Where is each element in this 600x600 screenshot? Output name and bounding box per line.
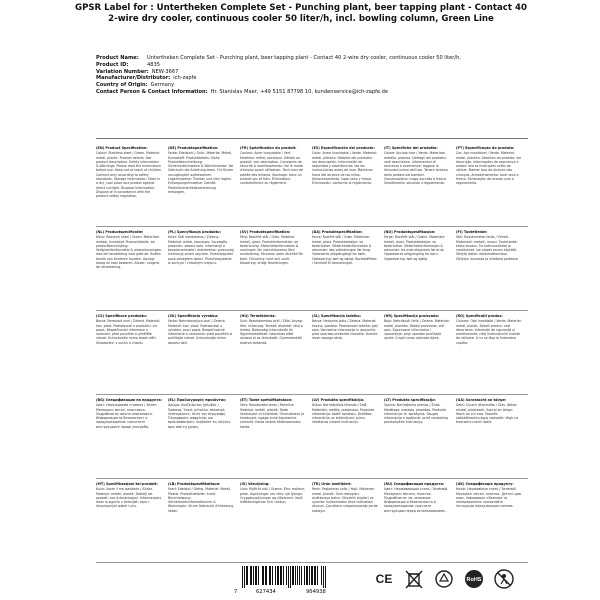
- spec-heading: (MT) Speċifikazzjoni tal-prodott:: [96, 482, 158, 486]
- spec-text: Цвет: Нержавеющая сталь / Зелёный. Материал: металл, пластик. Подробности: см. описание. Информация о безопасности и предупреждения: прочтите инструкцию перед использованием.: [384, 487, 449, 513]
- spec-cell: [384, 146, 450, 226]
- spec-cell: [384, 314, 450, 394]
- spec-text: Kulur: Azzar li ma jsaddadx / Aħdar. Materjal: metall, plastik. Dettalji tal-prodott: ara d-deskrizzjoni. Informazzjoni dwar is-sigurtà u twissijiet: aqra l-istruzzjonijiet qabel l-użu.: [96, 487, 162, 509]
- barcode-bar: [277, 566, 279, 585]
- spec-text: Farve: Rustfrit stål / Grøn. Materiale: metal, plast. Produktdetaljer: se beskrivelse. Sikkerhedsinformation & advarsler: læs vejledningen før brug. Opbevares utilgængeligt for børn. Opbevaring: tørt og køligt. Bortskaffelse: i henhold til forordningen.: [312, 235, 378, 266]
- spec-text: Culoare: Oțel inoxidabil / Verde. Material: metal, plastic. Detalii produs: vezi descrierea. Informații de siguranță și avertismente: citiți instrucțiunile înainte de utilizare. A nu se lăsa la îndemâna copiilor.: [456, 319, 522, 345]
- spec-text: Väri: Ruostumaton teräs / Vihreä. Materiaali: metalli, muovi. Tuotetiedot: katso kuvaus. Turvallisuustiedot ja varoitukset: lue ohjeet ennen käyttöä. Säilytä lasten ulottumattomissa. Säilytys: kuivassa ja viileässä paikassa.: [456, 235, 519, 261]
- barcode-bar: [280, 566, 282, 585]
- barcode-bar: [258, 566, 259, 585]
- spec-cell: [240, 314, 306, 394]
- rohs-icon: [463, 568, 485, 590]
- spec-text: Цвят: Неръждаема стомана / Зелен. Материал: метал, пластмаса. Подробности: вижте описанието. Информация за безопасност и предупреждения: прочетете инструкциите преди употреба.: [96, 403, 158, 429]
- spec-text: Spalva: Nerūdijantis plienas / Žalia. Medžiaga: metalas, plastikas. Produkto informacija: žr. aprašymą. Saugos informacija ir įspėjimai: prieš naudojimą perskaitykite instrukciją.: [384, 403, 448, 425]
- spec-cell: [240, 482, 306, 562]
- spec-cell: [312, 314, 378, 394]
- spec-heading: (EN) Product Specification:: [96, 146, 148, 150]
- spec-text: Farge: Rustfritt stål / Grønn. Materiale: metall, plast. Produktdetaljer: se beskrivelse. Sikkerhetsinformasjon & advarsler: les instruksjonene før bruk. Oppbevares utilgjengelig for barn. Oppbevaring: tørt og kjølig.: [384, 235, 446, 261]
- spec-cell: [384, 398, 450, 478]
- barcode-bar: [292, 566, 294, 585]
- weee-bin-icon: [403, 568, 425, 590]
- spec-cell: [384, 230, 450, 310]
- info-label: Variation Number:: [96, 68, 149, 75]
- row-divider: [96, 478, 528, 479]
- barcode-bar: [297, 566, 298, 585]
- guard-bar: [290, 566, 291, 588]
- spec-cell: [384, 482, 450, 562]
- spec-heading: (LV) Produkta specifikācija:: [312, 398, 365, 402]
- spec-text: Krāsa: Nerūsējošais tērauds / Zaļš. Materiāls: metāls, plastmasa. Produkta informācija: skatīt aprakstu. Drošības informācija un brīdinājumi: pirms lietošanas izlasiet instrukciju.: [312, 403, 375, 425]
- spec-heading: (RO) Specificații produs:: [456, 314, 503, 318]
- spec-heading: (PT) Especificação do produto:: [456, 146, 515, 150]
- barcode-bar: [317, 566, 318, 585]
- spec-cell: [168, 146, 234, 226]
- svg-text:CE: CE: [375, 572, 393, 586]
- spec-heading: (HU) Termékleírás:: [240, 314, 276, 318]
- spec-heading: (NL) Productspecificatie:: [96, 230, 144, 234]
- spec-heading: (LB) Produktspezifikatioun:: [168, 482, 221, 486]
- info-label: Contact Person & Contact Information:: [96, 88, 208, 95]
- guard-bar: [242, 566, 243, 588]
- spec-cell: [96, 482, 162, 562]
- spec-cell: [168, 230, 234, 310]
- spec-text: Faarf: Edelstol / Gréng. Material: Metall, Plastik. Produktdetailer: kuckt Beschreiwung. Sécherheetsinformatiounen & Warnungen: Virum Gebrauch d'Uleedung liesen.: [168, 487, 234, 513]
- info-label: Manufacturer/Distributor:: [96, 75, 171, 82]
- spec-text: Renk: Paslanmaz çelik / Yeşil. Malzeme: metal, plastik. Ürün detayları: açıklamaya bakın. Güvenlik bilgileri ve uyarılar: kullanmadan önce talimatları okuyun. Çocukların ulaşamayacağı yerde saklayın.: [312, 487, 378, 513]
- spec-text: Colore: Acciaio inox / Verde. Materiale: metallo, plastica. Dettagli del prodotto: vedi descrizione. Informazioni di sicurezza e avvertenze: leggere le istruzioni prima dell'uso. Tenere lontano dalla portata dei bambini. Conservazione: luogo asciutto e fresco. Smaltimento: secondo il regolamento.: [384, 151, 448, 186]
- spec-heading: (SV) Produktspecifikation:: [240, 230, 291, 234]
- info-row: [96, 75, 536, 82]
- spec-heading: (LT) Produkto specifikacija:: [384, 398, 436, 402]
- spec-heading: (ES) Especificación del producto:: [312, 146, 375, 150]
- spec-heading: (EL) Προδιαγραφές προϊόντος:: [168, 398, 227, 402]
- barcode-bar: [295, 566, 296, 585]
- spec-text: Dath: Cruach dhosmálta / Glas. Ábhar: miotal, plaisteach. Sonraí an táirge: féach an cur síos. Faisnéis sábháilteachta agus rabhaidh: léigh na treoracha roimh úsáid.: [456, 403, 519, 425]
- spec-heading: (TR) Ürün özellikleri:: [312, 482, 352, 486]
- spec-heading: (PL) Specyfikacja produktu:: [168, 230, 221, 234]
- info-row: [96, 62, 536, 69]
- spec-heading: (IS) Vörulýsing:: [240, 482, 270, 486]
- guard-bar: [244, 566, 245, 588]
- label-footer: [220, 566, 530, 596]
- barcode-bar: [321, 566, 322, 585]
- spec-cell: [96, 398, 162, 478]
- info-row: [96, 89, 536, 96]
- spec-cell: [240, 230, 306, 310]
- document-title: GPSR Label for : Untertheken Complete Set - Punching plant, beer tapping plant - Contact 40 2-wire dry cooler, continuous cooler 50 liter/h, incl. bowling column, Green Line: [75, 3, 527, 24]
- spec-cell: [312, 230, 378, 310]
- row-divider: [96, 394, 528, 395]
- spec-text: Litur: Ryðfrítt stál / Grænn. Efni: málmur, plast. Upplýsingar um vöru: sjá lýsingu. Öryggisupplýsingar og viðvaranir: lesið leiðbeiningarnar fyrir notkun.: [240, 487, 306, 505]
- spec-text: Barva: Nerjavno jeklo / Zelena. Material: kovina, plastika. Podrobnosti izdelka: glej opis. Varnostne informacije in opozorila: pred uporabo preberite navodila. Hranite izven dosega otrok.: [312, 319, 378, 341]
- spec-heading: (BG) Спецификация на продукта:: [96, 398, 162, 402]
- spec-heading: (DA) Produktspecifikation:: [312, 230, 363, 234]
- barcode-bar: [275, 566, 276, 585]
- info-value: Germany: [150, 82, 175, 89]
- spec-cell: [168, 314, 234, 394]
- ean-barcode: [230, 566, 360, 594]
- barcode-bar: [306, 566, 308, 585]
- spec-text: Värv: Roostevaba teras / Roheline. Materjal: metall, plastik. Toote üksikasjad: vt kirjeldust. Ohutusteave ja hoiatused: lugege enne kasutamist juhendit. Hoida lastele kättesaamatus kohas.: [240, 403, 305, 429]
- guard-bar: [288, 566, 289, 588]
- spec-cell: [312, 482, 378, 562]
- spec-cell: [312, 146, 378, 226]
- spec-heading: (RU) Спецификация продукта:: [384, 482, 445, 486]
- compliance-icons: [373, 568, 523, 594]
- guard-bar: [323, 566, 324, 588]
- guard-bar: [325, 566, 326, 588]
- spec-heading: (HR) Specifikacija proizvoda:: [384, 314, 440, 318]
- barcode-bar: [311, 566, 313, 585]
- spec-text: Farbe: Edelstahl / Grün. Material: Metall, Kunststoff. Produktdetails: Siehe Produktbeschreibung. Sicherheitshinweise & Warnhinweise: Vor Gebrauch die Anleitung lesen. Für Kinder unzugänglich aufbewahren. Lagerhinweise: Trocken und kühl lagern. Entsorgungshinweise: Gemäß Produktsicherheitsverordnung entsorgen.: [168, 151, 234, 194]
- spec-cell: [240, 146, 306, 226]
- info-label: Product Name:: [96, 55, 139, 61]
- product-info: [96, 55, 536, 96]
- info-value: ich-zapfe: [173, 75, 197, 82]
- spec-cell: [456, 314, 522, 394]
- info-row: [96, 55, 536, 62]
- info-value: Hr. Stanislav Maer, +49 5151 87798 10, kundenservice@ich-zapfe.de: [210, 88, 389, 95]
- spec-heading: (DE) Produktspezifikation:: [168, 146, 219, 150]
- barcode-left-digits: 627434: [256, 589, 276, 594]
- spec-heading: (FI) Tuotetiedot:: [456, 230, 488, 234]
- spec-text: Kleur: Roestvrij staal / Groen. Materiaal: metaal, kunststof. Productdetails: zie productbeschrijving. Veiligheidsinformatie & waarschuwingen: lees de handleiding voor gebruik. Buiten bereik van kinderen houden. Opslag: droog en koel bewaren. Afvoer: volgens de verordening.: [96, 235, 162, 270]
- barcode-bar: [314, 566, 316, 585]
- info-value: NEW-3667: [151, 68, 179, 75]
- barcode-bar: [304, 566, 305, 585]
- barcode-bar: [262, 566, 264, 585]
- spec-heading: (FR) Spécification du produit:: [240, 146, 297, 150]
- spec-cell: [312, 398, 378, 478]
- barcode-bar: [250, 566, 252, 585]
- svg-text:RoHS: RoHS: [466, 577, 482, 583]
- spec-text: Color: Acero inoxidable / Verde. Material: metal, plástico. Detalles del producto: ver descripción. Información de seguridad y advertencias: lea las instrucciones antes de usar. Mantener fuera del alcance de los niños. Almacenamiento: lugar seco y fresco. Eliminación: conforme al reglamento.: [312, 151, 378, 186]
- spec-text: Couleur: Acier inoxydable / Vert. Matériau: métal, plastique. Détails du produit: voir description. Consignes de sécurité & avertissements: lire le mode d'emploi avant utilisation. Tenir hors de portée des enfants. Stockage: dans un endroit sec et frais. Élimination: conformément au règlement.: [240, 151, 304, 186]
- barcode-bar: [246, 566, 248, 585]
- recycle-icon: [433, 568, 455, 590]
- row-divider: [96, 562, 528, 563]
- info-row: [96, 82, 536, 89]
- spec-text: Färg: Rostfritt stål / Grön. Material: metall, plast. Produktinformation: se beskrivning. Säkerhetsinformation & varningar: läs instruktionerna före användning. Förvaras utom räckhåll för barn. Förvaring: torrt och svalt. Kassering: enligt förordningen.: [240, 235, 303, 266]
- info-row: [96, 69, 536, 76]
- spec-cell: [456, 482, 522, 562]
- spec-cell: [96, 146, 162, 226]
- row-divider: [96, 226, 528, 227]
- spec-text: Boja: Nehrđajući čelik / Zelena. Materijal: metal, plastika. Detalji proizvoda: vidi opis. Sigurnosne informacije i upozorenja: prije uporabe pročitajte upute. Čuvati izvan dohvata djece.: [384, 319, 450, 341]
- spec-cell: [168, 482, 234, 562]
- no-children-icon: [493, 568, 515, 590]
- spec-heading: (SK) Špecifikácia výrobku:: [168, 314, 219, 318]
- spec-cell: [456, 398, 522, 478]
- divider: [96, 138, 528, 139]
- spec-heading: (IT) Specifiche del prodotto:: [384, 146, 438, 150]
- spec-cell: [96, 230, 162, 310]
- spec-heading: (CS) Specifikace produktu:: [96, 314, 148, 318]
- spec-cell: [240, 398, 306, 478]
- spec-cell: [96, 314, 162, 394]
- spec-text: Colour: Stainless steel / Green. Material: metal, plastic. Product details: See product description. Safety information & Warnings: Please read the instructions before use. Keep out of reach of children. Connect only according to safety standards. Storage information: Store in a dry, cool place and protect against direct sunlight. Disposal information: Dispose of in accordance with the product safety regulation.: [96, 151, 162, 199]
- spec-cell: [456, 230, 522, 310]
- spec-cell: [168, 398, 234, 478]
- spec-heading: (ET) Toote spetsifikatsioon:: [240, 398, 293, 402]
- spec-text: Χρώμα: Ανοξείδωτος χάλυβας / Πράσινο. Υλικό: μέταλλο, πλαστικό. Λεπτομέρειες: δείτε την περιγραφή. Πληροφορίες ασφαλείας και προειδοποιήσεις: διαβάστε τις οδηγίες πριν από τη χρήση.: [168, 403, 231, 429]
- barcode-bar: [299, 566, 300, 585]
- spec-text: Barva: Nerezová ocel / Zelená. Materiál: kov, plast. Podrobnosti o produktu: viz popis. Bezpečnostní informace a varování: před použitím si přečtěte návod. Uchovávejte mimo dosah dětí. Skladování: v suchu a chladu.: [96, 319, 161, 345]
- spec-text: Cor: Aço inoxidável / Verde. Material: metal, plástico. Detalhes do produto: ver descrição. Informações de segurança e avisos: leia as instruções antes de utilizar. Manter fora do alcance das crianças. Armazenamento: local seco e fresco. Eliminação: de acordo com o regulamento.: [456, 151, 522, 186]
- info-value: 4835: [147, 61, 160, 68]
- spec-text: Kolor: Stal nierdzewna / Zielony. Materiał: metal, tworzywo. Szczegóły produktu: zobacz opis. Informacje o bezpieczeństwie i ostrzeżenia: przeczytaj instrukcję przed użyciem. Przechowywać poza zasięgiem dzieci. Przechowywanie: w suchym i chłodnym miejscu.: [168, 235, 234, 266]
- info-label: Product ID:: [96, 61, 129, 68]
- barcode-bar: [269, 566, 271, 585]
- barcode-bar: [301, 566, 302, 585]
- barcode-bar: [272, 566, 273, 585]
- spec-cell: [456, 146, 522, 226]
- info-value: Untertheken Complete Set - Punching plant, beer tapping plant - Contact 40 2-wire dry cooler, continuous cooler 50 liter/h,: [147, 55, 461, 61]
- barcode-bar: [283, 566, 284, 585]
- spec-heading: (NO) Produktspesifikasjon:: [384, 230, 436, 234]
- spec-heading: (GA) Sonraíocht an táirge:: [456, 398, 507, 402]
- barcode-right-digits: 904938: [306, 589, 326, 594]
- row-divider: [96, 310, 528, 311]
- barcode-bar: [286, 566, 287, 585]
- barcode-bar: [309, 566, 310, 585]
- info-label: Country of Origin:: [96, 82, 148, 89]
- spec-text: Колір: Нержавіюча сталь / Зелений. Матеріал: метал, пластик. Деталі: див. опис. Інформація з безпеки та попередження: прочитайте інструкцію перед використанням.: [456, 487, 522, 509]
- spec-heading: (UK) Специфікація продукту:: [456, 482, 514, 486]
- barcode-bar: [265, 566, 267, 585]
- spec-text: Farba: Nehrdzavejúca oceľ / Zelená. Materiál: kov, plast. Podrobnosti o výrobku: pozri popis. Bezpečnostné informácie a varovania: pred použitím si prečítajte návod. Uchovávajte mimo dosahu detí.: [168, 319, 233, 345]
- spec-text: Szín: Rozsdamentes acél / Zöld. Anyag: fém, műanyag. Termék részletei: lásd a leírást. Biztonsági információk és figyelmeztetések: használat előtt olvassa el az útmutatót. Gyermekektől elzárva tartandó.: [240, 319, 303, 345]
- barcode-prefix-digit: 7: [234, 589, 238, 594]
- barcode-bar: [253, 566, 254, 585]
- spec-heading: (SL) Specifikacija izdelka:: [312, 314, 362, 318]
- ce-mark-icon: [373, 568, 395, 590]
- barcode-bar: [255, 566, 257, 585]
